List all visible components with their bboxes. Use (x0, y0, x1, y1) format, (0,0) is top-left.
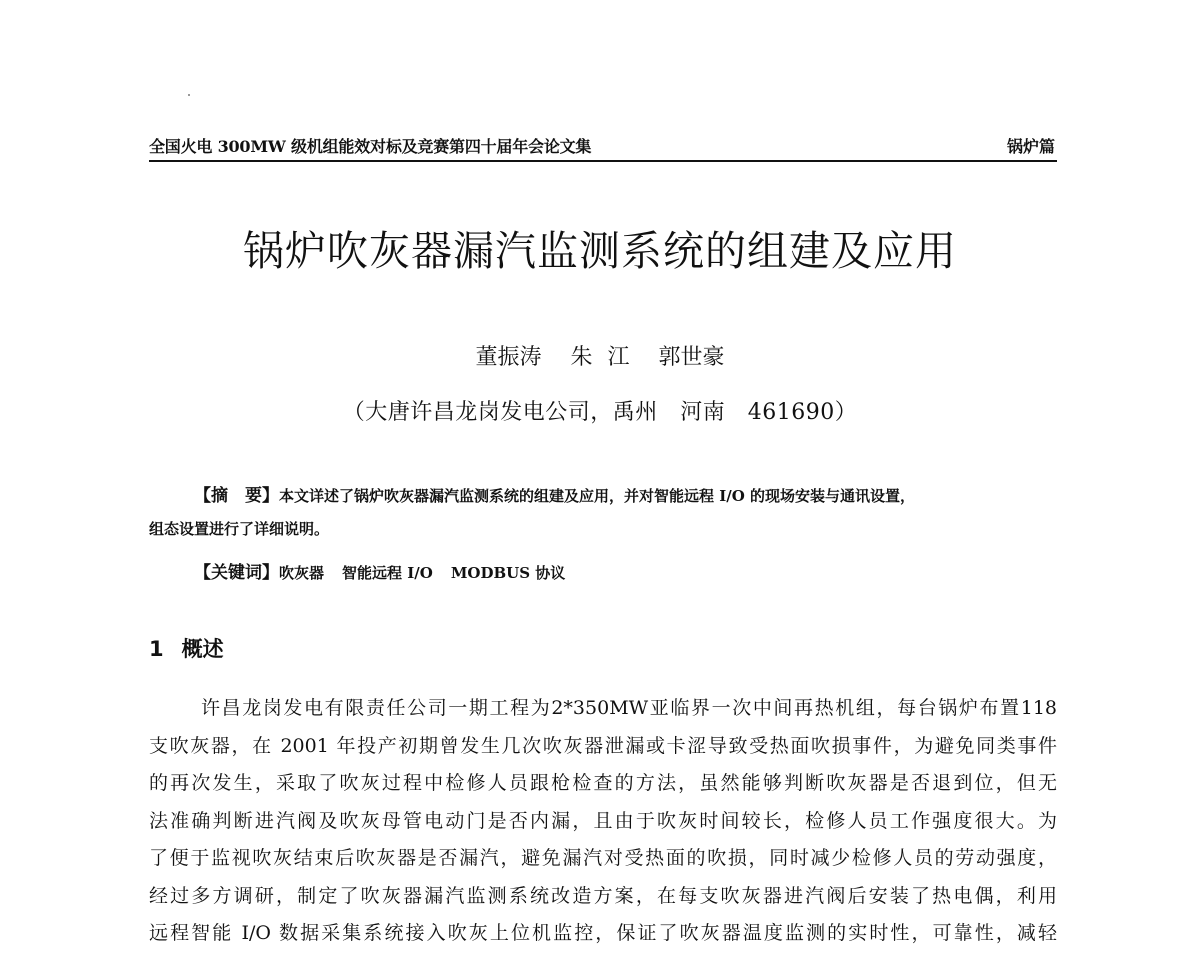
body-line: 的再次发生，采取了吹灰过程中检修人员跟枪检查的方法，虽然能够判断吹灰器是否退到位，但无 (149, 772, 1057, 794)
body-line: 许昌龙岗发电有限责任公司一期工程为2*350MW亚临界一次中间再热机组，每台锅炉布置118 (201, 697, 1057, 719)
author-list (0, 340, 1200, 371)
abstract-text-line-1: 本文详述了锅炉吹灰器漏汽监测系统的组建及应用，并对智能远程 I/O 的现场安装与通讯设置， (279, 487, 916, 505)
body-line: 法准确判断进汽阀及吹灰母管电动门是否内漏，且由于吹灰时间较长，检修人员工作强度很大。为 (149, 809, 1057, 832)
body-line: 经过多方调研，制定了吹灰器漏汽监测系统改造方案，在每支吹灰器进汽阀后安装了热电偶，利用 (149, 884, 1057, 907)
keywords-label: 【关键词】 (194, 563, 279, 583)
abstract-label: 【摘 要】 (194, 486, 279, 506)
keyword: MODBUS 协议 (450, 564, 566, 582)
abstract (149, 480, 1057, 546)
section-number: 1 (149, 637, 164, 661)
body-line: 支吹灰器，在 2001 年投产初期曾发生几次吹灰器泄漏或卡涩导致受热面吹损事件，为避免同类事件 (149, 734, 1057, 757)
keywords (149, 557, 1057, 590)
scan-speck (188, 94, 190, 96)
running-header (149, 132, 1057, 162)
body-line: 远程智能 I/O 数据采集系统接入吹灰上位机监控，保证了吹灰器温度监测的实时性，可靠性，减轻 (149, 922, 1057, 944)
author-name: 郭世豪 (658, 345, 725, 370)
section-heading (149, 633, 224, 663)
author-name: 朱 江 (570, 345, 630, 370)
paper-title: 锅炉吹灰器漏汽监测系统的组建及应用 (243, 227, 957, 275)
body-paragraph (149, 690, 1057, 953)
section-title: 概述 (181, 637, 224, 661)
body-line: 了便于监视吹灰结束后吹灰器是否漏汽，避免漏汽对受热面的吹损，同时减少检修人员的劳动强度， (149, 847, 1057, 869)
author-name: 董振涛 (475, 345, 542, 370)
abstract-text-line-2: 组态设置进行了详细说明。 (149, 520, 330, 538)
keyword: 吹灰器 (279, 564, 325, 582)
keyword: 智能远程 I/O (342, 564, 433, 582)
running-header-right: 锅炉篇 (1006, 137, 1055, 156)
running-header-left: 全国火电 300MW 级机组能效对标及竞赛第四十届年会论文集 (149, 137, 592, 156)
affiliation: （大唐许昌龙岗发电公司，禹州 河南 461690） (342, 400, 858, 425)
